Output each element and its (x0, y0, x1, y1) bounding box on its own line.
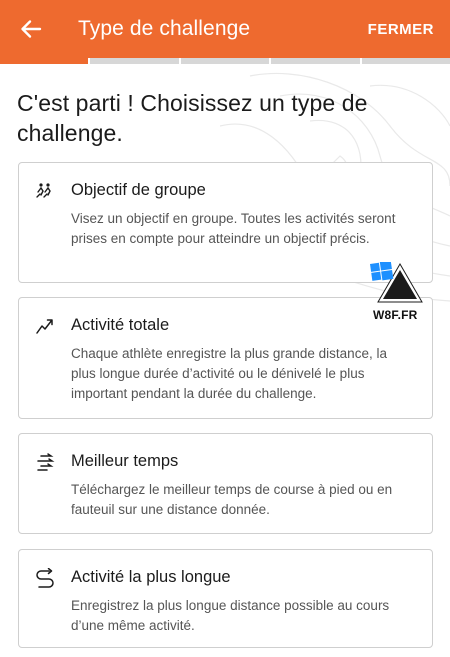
option-title: Activité totale (71, 316, 170, 334)
option-card-longest-activity[interactable] (18, 549, 433, 648)
option-description: Téléchargez le meilleur temps de course à pied ou en fauteuil sur une distance donnée. (71, 482, 393, 517)
option-title: Meilleur temps (71, 452, 179, 470)
progress-step (90, 58, 178, 64)
page-heading: C'est parti ! Choisissez un type de challenge. (17, 90, 368, 146)
option-description: Enregistrez la plus longue distance possible au cours d’une même activité. (71, 598, 390, 633)
progress-step (0, 58, 88, 64)
close-button[interactable]: FERMER (367, 20, 434, 38)
speed-lines-icon (35, 452, 55, 472)
progress-step (271, 58, 359, 64)
progress-step (181, 58, 269, 64)
route-icon (35, 568, 55, 588)
step-progress (0, 58, 450, 66)
trend-up-icon (35, 316, 55, 336)
arrow-left-icon (20, 19, 42, 39)
page-title: Type de challenge (78, 17, 251, 40)
watermark-text: W8F.FR (373, 308, 418, 322)
back-button[interactable] (0, 0, 62, 58)
option-description: Chaque athlète enregistre la plus grande distance, la plus longue durée d’activité ou le dénivelé le plus important pendant la durée du challenge. (71, 346, 387, 401)
option-card-best-time[interactable] (18, 433, 433, 534)
app-bar (0, 0, 450, 58)
group-goal-icon (35, 181, 55, 201)
option-title: Activité la plus longue (71, 568, 231, 586)
progress-step (362, 58, 450, 64)
option-description: Visez un objectif en groupe. Toutes les activités seront prises en compte pour atteindre un objectif précis. (71, 211, 396, 246)
option-title: Objectif de groupe (71, 181, 206, 199)
